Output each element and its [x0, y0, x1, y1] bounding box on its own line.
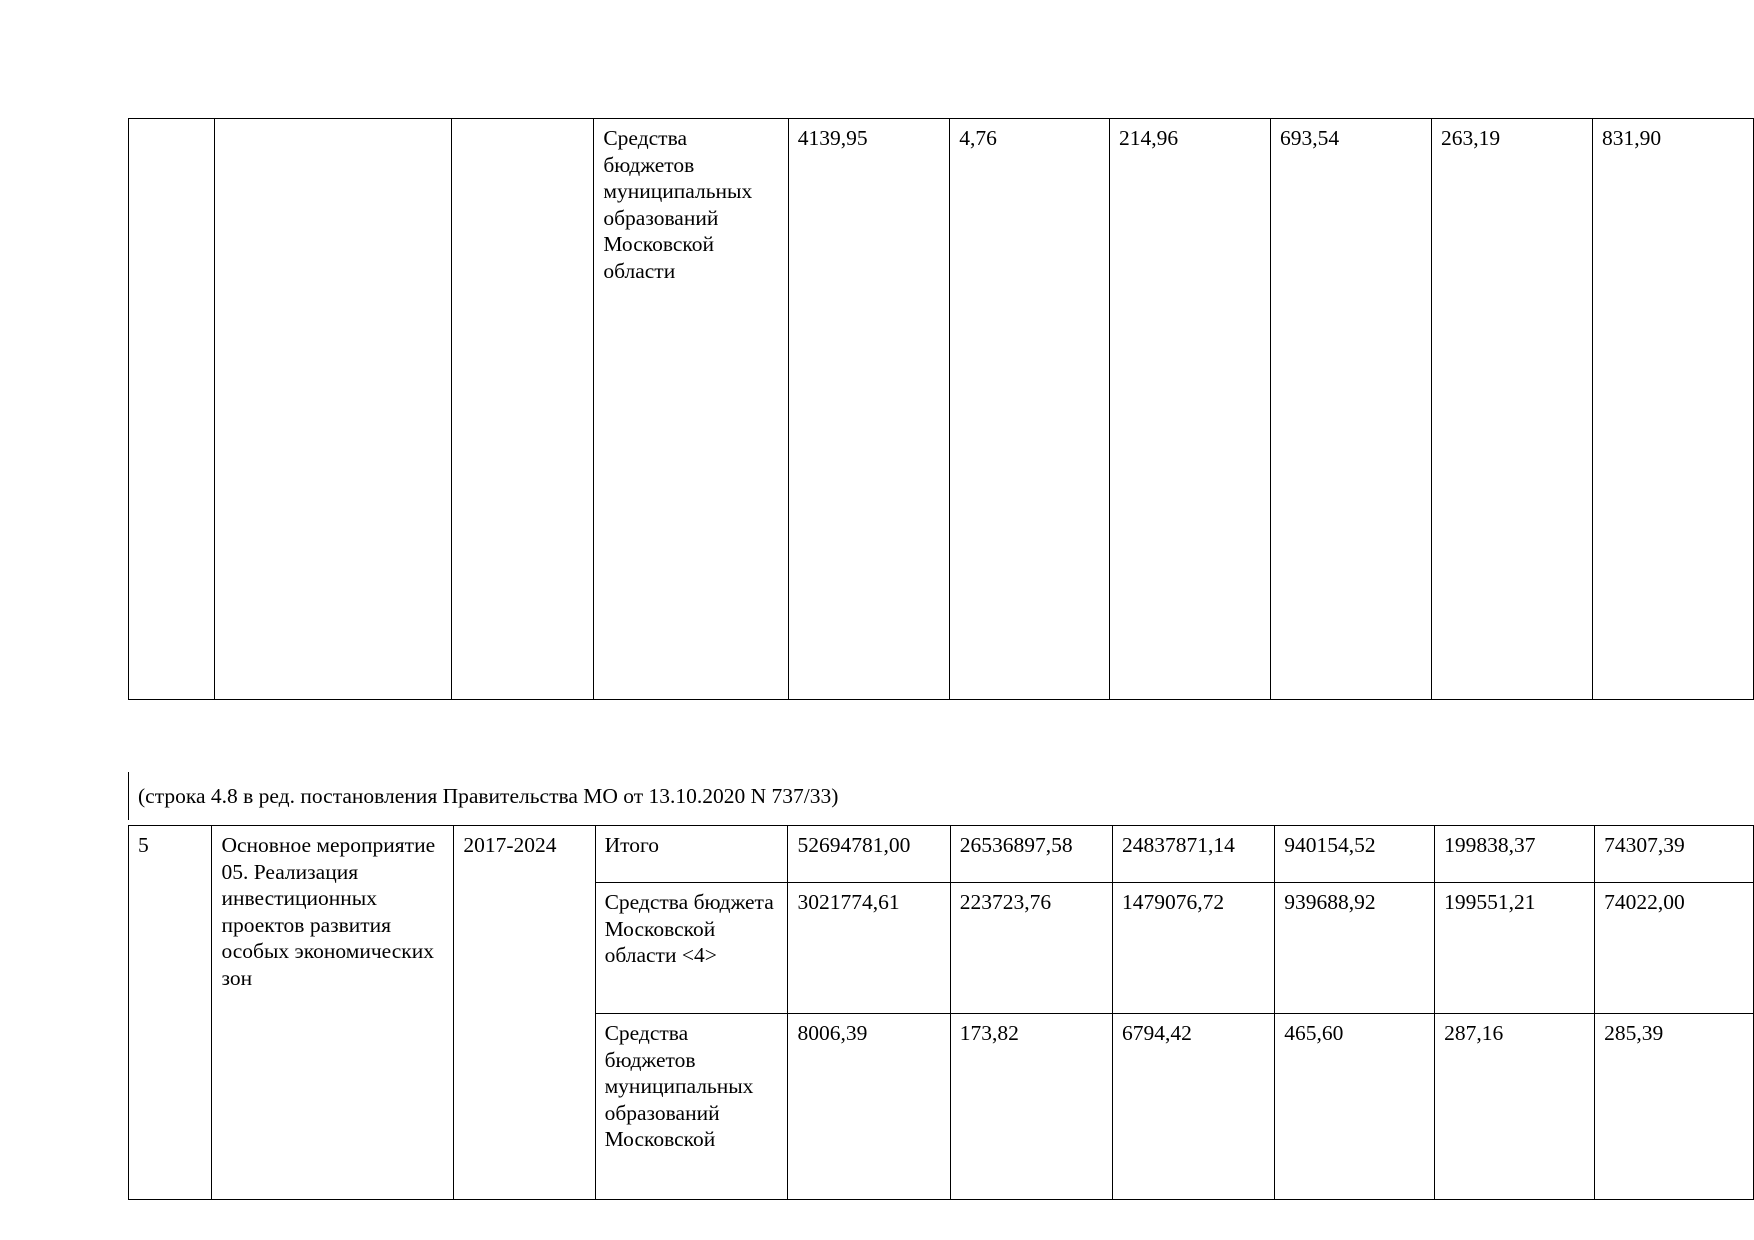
value-cell-year-2: 1479076,72: [1112, 883, 1274, 1014]
value-cell-year-3: 940154,52: [1275, 826, 1435, 883]
value-cell-year-2: 6794,42: [1112, 1014, 1274, 1200]
value-cell-total: 3021774,61: [788, 883, 950, 1014]
value-cell-year-1: 4,76: [950, 119, 1110, 700]
years-cell: [451, 119, 594, 700]
value-cell-year-2: 24837871,14: [1112, 826, 1274, 883]
financing-table-continuation: [128, 118, 1754, 700]
funding-source-cell: Средства бюджетов муниципальных образований Московской: [595, 1014, 788, 1200]
years-cell: 2017-2024: [454, 826, 595, 1200]
measure-name-cell: [214, 119, 451, 700]
value-cell-year-1: 26536897,58: [950, 826, 1112, 883]
table-row: [129, 826, 1754, 883]
financing-table-row-5: [128, 825, 1754, 1200]
value-cell-year-2: 214,96: [1110, 119, 1271, 700]
value-cell-year-3: 939688,92: [1275, 883, 1435, 1014]
value-cell-year-4: 199838,37: [1435, 826, 1595, 883]
funding-source-cell: Итого: [595, 826, 788, 883]
value-cell-year-1: 173,82: [950, 1014, 1112, 1200]
value-cell-year-4: 287,16: [1435, 1014, 1595, 1200]
amendment-note: [128, 772, 1754, 820]
funding-source-cell: Средства бюджетов муниципальных образований Московской области: [594, 119, 788, 700]
measure-name-cell: Основное мероприятие 05. Реализация инвестиционных проектов развития особых экономических зон: [212, 826, 454, 1200]
amendment-note-text: (строка 4.8 в ред. постановления Правительства МО от 13.10.2020 N 737/33): [138, 783, 839, 808]
value-cell-year-5: 831,90: [1592, 119, 1753, 700]
value-cell-year-4: 199551,21: [1435, 883, 1595, 1014]
value-cell-year-4: 263,19: [1431, 119, 1592, 700]
value-cell-total: 8006,39: [788, 1014, 950, 1200]
value-cell-year-5: 285,39: [1595, 1014, 1754, 1200]
value-cell-year-5: 74022,00: [1595, 883, 1754, 1014]
value-cell-total: 52694781,00: [788, 826, 950, 883]
value-cell-year-3: 465,60: [1275, 1014, 1435, 1200]
funding-source-cell: Средства бюджета Московской области <4>: [595, 883, 788, 1014]
value-cell-year-5: 74307,39: [1595, 826, 1754, 883]
row-number-cell: [129, 119, 215, 700]
value-cell-year-1: 223723,76: [950, 883, 1112, 1014]
table-row: [129, 119, 1754, 700]
value-cell-total: 4139,95: [788, 119, 950, 700]
value-cell-year-3: 693,54: [1271, 119, 1432, 700]
row-number-cell: 5: [129, 826, 212, 1200]
